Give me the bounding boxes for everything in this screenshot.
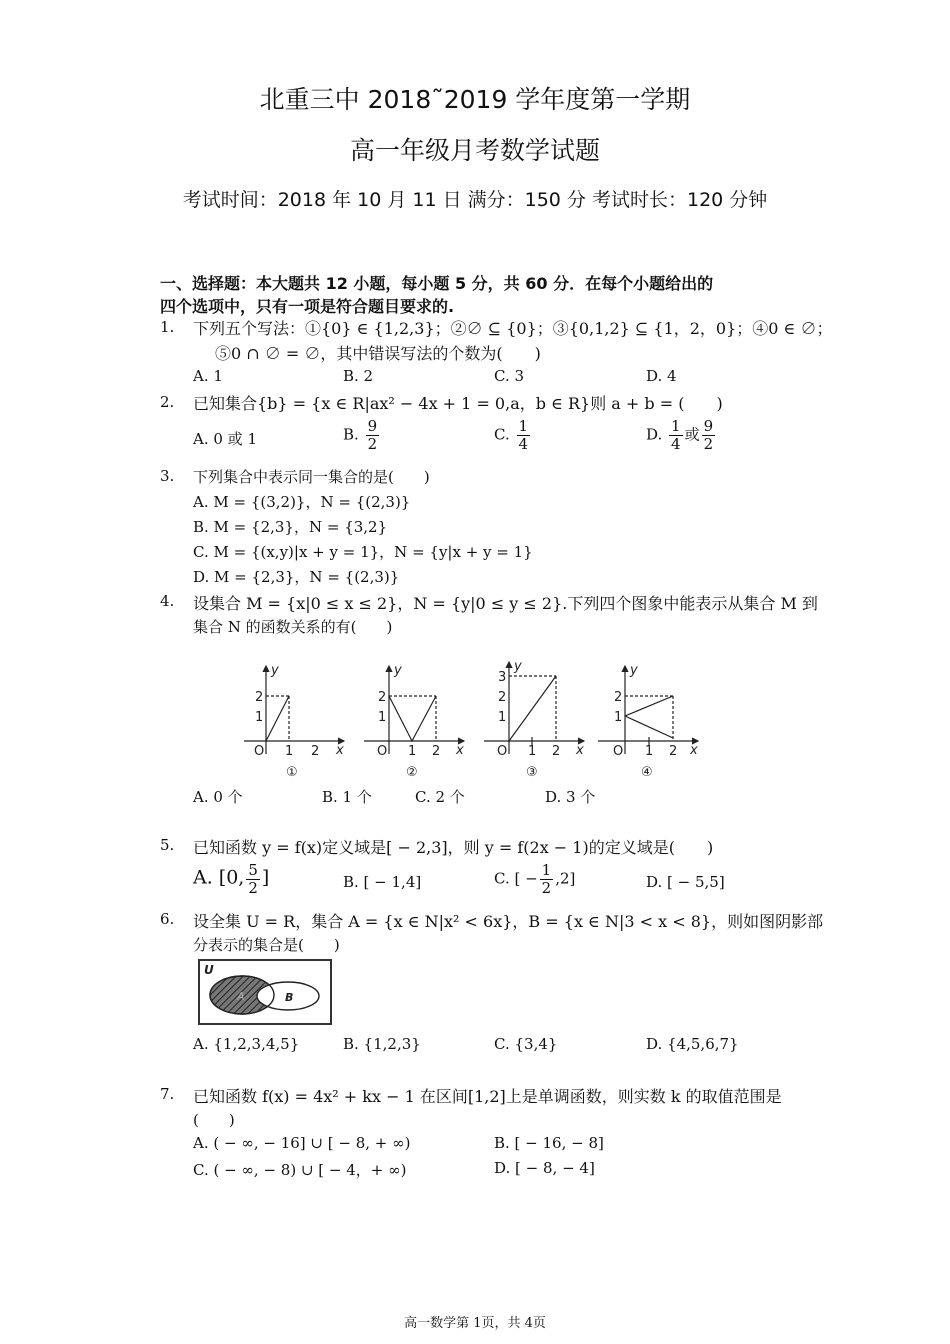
g1-tick-x2: 2 bbox=[311, 744, 320, 759]
g1-tick-y1: 1 bbox=[255, 710, 264, 725]
q7-option-d: D. [ − 8, − 4] bbox=[494, 1159, 595, 1177]
denominator: 4 bbox=[518, 435, 529, 453]
numerator: 1 bbox=[671, 417, 681, 435]
q1-option-a: A. 1 bbox=[193, 367, 223, 385]
q4-option-b: B. 1 个 bbox=[322, 788, 372, 806]
g3-origin: O bbox=[497, 744, 508, 759]
q7-option-a: A. ( − ∞, − 16] ∪ [ − 8, + ∞) bbox=[193, 1134, 411, 1152]
g4-tick-y2: 2 bbox=[614, 690, 623, 705]
g2-tick-x1: 1 bbox=[408, 744, 417, 759]
g3-tick-x1: 1 bbox=[528, 744, 537, 759]
q5-option-d: D. [ − 5,5] bbox=[646, 873, 725, 891]
section-heading-line2: 四个选项中，只有一项是符合题目要求的. bbox=[160, 297, 455, 316]
q2-option-d bbox=[646, 418, 717, 453]
g4-tick-y1: 1 bbox=[614, 710, 623, 725]
q4-option-d: D. 3 个 bbox=[545, 788, 596, 806]
q4-stem-line2: 集合 N 的函数关系的有( ) bbox=[193, 618, 393, 636]
q2-option-a: A. 0 或 1 bbox=[193, 430, 257, 448]
q2-option-d-fraction2 bbox=[702, 418, 716, 453]
q1-number: 1. bbox=[160, 318, 175, 336]
g3-caption: ③ bbox=[526, 765, 538, 780]
q2-stem: 已知集合{b} = {x ∈ R|ax² − 4x + 1 = 0,a，b ∈ R}则 a + b = ( ) bbox=[193, 394, 723, 413]
q4-number: 4. bbox=[160, 592, 175, 610]
g2-tick-y1: 1 bbox=[378, 710, 387, 725]
g3-x-label: x bbox=[576, 743, 584, 758]
g1-x-label: x bbox=[336, 743, 344, 758]
q6-venn-diagram bbox=[197, 958, 333, 1026]
g4-y-label: y bbox=[630, 663, 638, 678]
numerator: 1 bbox=[541, 861, 552, 879]
g2-x-label: x bbox=[456, 743, 464, 758]
q7-stem-line2: ( ) bbox=[193, 1111, 235, 1129]
exam-subtitle: 高一年级月考数学试题 bbox=[349, 136, 600, 165]
denominator: 2 bbox=[248, 879, 258, 897]
q5-option-c-post: ,2] bbox=[555, 869, 576, 888]
q6-option-b: B. {1,2,3} bbox=[343, 1035, 421, 1053]
q4-stem-line1: 设集合 M = {x|0 ≤ x ≤ 2}，N = {y|0 ≤ y ≤ 2}.下列四个图象中能表示从集合 M 到 bbox=[193, 594, 818, 613]
g1-caption: ① bbox=[286, 765, 298, 780]
q6-option-c: C. {3,4} bbox=[494, 1035, 558, 1053]
g3-tick-y3: 3 bbox=[498, 670, 507, 685]
q4-graph-4 bbox=[598, 666, 698, 754]
q2-option-c-fraction bbox=[517, 418, 531, 453]
page-footer: 高一数学第 1页，共 4页 bbox=[404, 1316, 546, 1331]
g1-origin: O bbox=[254, 744, 265, 759]
q3-stem: 下列集合中表示同一集合的是( ) bbox=[193, 468, 430, 486]
q6-number: 6. bbox=[160, 910, 175, 928]
g2-origin: O bbox=[377, 744, 388, 759]
denominator: 4 bbox=[671, 435, 681, 453]
g4-caption: ④ bbox=[641, 765, 653, 780]
g1-tick-y2: 2 bbox=[255, 690, 264, 705]
q6-stem-line1: 设全集 U = R，集合 A = {x ∈ N|x² < 6x}，B = {x ∈ N|3 < x < 8}，则如图阴影部 bbox=[193, 912, 824, 931]
q7-option-b: B. [ − 16, − 8] bbox=[494, 1134, 604, 1152]
q3-number: 3. bbox=[160, 467, 175, 485]
g3-tick-y1: 1 bbox=[498, 710, 507, 725]
q5-option-c bbox=[494, 862, 575, 897]
q7-number: 7. bbox=[160, 1085, 175, 1103]
g1-tick-x1: 1 bbox=[285, 744, 294, 759]
q2-option-d-fraction1 bbox=[669, 418, 683, 453]
venn-a-label: A bbox=[237, 990, 245, 1003]
denominator: 2 bbox=[703, 435, 714, 453]
q1-option-c: C. 3 bbox=[494, 367, 525, 385]
q7-option-c: C. ( − ∞, − 8) ∪ [ − 4，+ ∞) bbox=[193, 1161, 407, 1179]
q3-option-c: C. M = {(x,y)|x + y = 1}，N = {y|x + y = 1} bbox=[193, 543, 533, 561]
g1-y-label: y bbox=[271, 663, 279, 678]
q3-option-b: B. M = {2,3}，N = {3,2} bbox=[193, 518, 388, 536]
g4-tick-x2: 2 bbox=[669, 744, 678, 759]
q2-option-b bbox=[343, 418, 381, 453]
denominator: 2 bbox=[541, 879, 552, 897]
g2-tick-y2: 2 bbox=[378, 690, 387, 705]
q2-option-c bbox=[494, 418, 532, 453]
q1-option-d: D. 4 bbox=[646, 367, 677, 385]
section-heading-line1: 一、选择题：本大题共 12 小题，每小题 5 分，共 60 分．在每个小题给出的 bbox=[160, 274, 714, 293]
q1-stem-line2: ⑤0 ∩ ∅ = ∅，其中错误写法的个数为( ) bbox=[215, 344, 541, 363]
numerator: 5 bbox=[248, 861, 258, 879]
g4-x-label: x bbox=[690, 743, 698, 758]
q7-stem-line1: 已知函数 f(x) = 4x² + kx − 1 在区间[1,2]上是单调函数，则实数 k 的取值范围是 bbox=[193, 1087, 782, 1106]
numerator: 9 bbox=[703, 417, 714, 435]
numerator: 9 bbox=[367, 417, 378, 435]
q5-option-b: B. [ − 1,4] bbox=[343, 873, 422, 891]
q5-stem: 已知函数 y = f(x)定义域是[ − 2,3]，则 y = f(2x − 1)的定义域是( ) bbox=[193, 838, 714, 857]
q6-stem-line2: 分表示的集合是( ) bbox=[193, 936, 340, 954]
q2-option-b-label: B. bbox=[343, 425, 359, 444]
q5-option-a-fraction bbox=[246, 862, 260, 897]
g3-tick-x2: 2 bbox=[552, 744, 561, 759]
venn-b-label: B bbox=[285, 991, 294, 1004]
q5-option-a-post: ] bbox=[261, 866, 270, 889]
q1-stem-line1: 下列五个写法：①{0} ∈ {1,2,3}；②∅ ⊆ {0}；③{0,1,2} ⊆ {1，2，0}；④0 ∈ ∅； bbox=[193, 319, 833, 338]
q2-option-d-label: D. bbox=[646, 425, 663, 444]
q3-option-a: A. M = {(3,2)}，N = {(2,3)} bbox=[193, 493, 411, 511]
g4-origin: O bbox=[613, 744, 624, 759]
q2-option-c-label: C. bbox=[494, 425, 510, 444]
q5-option-a-pre: A. [0, bbox=[193, 866, 245, 889]
denominator: 2 bbox=[367, 435, 378, 453]
q4-option-c: C. 2 个 bbox=[415, 788, 465, 806]
q6-option-a: A. {1,2,3,4,5} bbox=[193, 1035, 300, 1053]
q2-option-d-or: 或 bbox=[684, 425, 700, 444]
q1-option-b: B. 2 bbox=[343, 367, 374, 385]
g2-tick-x2: 2 bbox=[432, 744, 441, 759]
q2-number: 2. bbox=[160, 393, 175, 411]
g2-caption: ② bbox=[406, 765, 418, 780]
q5-option-c-pre: C. [ − bbox=[494, 869, 538, 888]
q3-option-d: D. M = {2,3}，N = {(2,3)} bbox=[193, 568, 400, 586]
exam-title: 北重三中 2018˜2019 学年度第一学期 bbox=[259, 85, 691, 114]
g4-tick-x1: 1 bbox=[645, 744, 654, 759]
q4-option-a: A. 0 个 bbox=[193, 788, 243, 806]
exam-meta: 考试时间：2018 年 10 月 11 日 满分：150 分 考试时长：120 分钟 bbox=[182, 189, 768, 211]
q5-option-c-fraction bbox=[540, 862, 554, 897]
q4-graphs bbox=[236, 658, 716, 784]
venn-u-label: U bbox=[204, 963, 214, 977]
g2-y-label: y bbox=[394, 663, 402, 678]
q2-option-b-fraction bbox=[366, 418, 380, 453]
numerator: 1 bbox=[518, 417, 529, 435]
q6-option-d: D. {4,5,6,7} bbox=[646, 1035, 739, 1053]
g3-y-label: y bbox=[514, 659, 522, 674]
g3-tick-y2: 2 bbox=[498, 690, 507, 705]
q5-option-a bbox=[193, 862, 269, 897]
q5-number: 5. bbox=[160, 836, 175, 854]
